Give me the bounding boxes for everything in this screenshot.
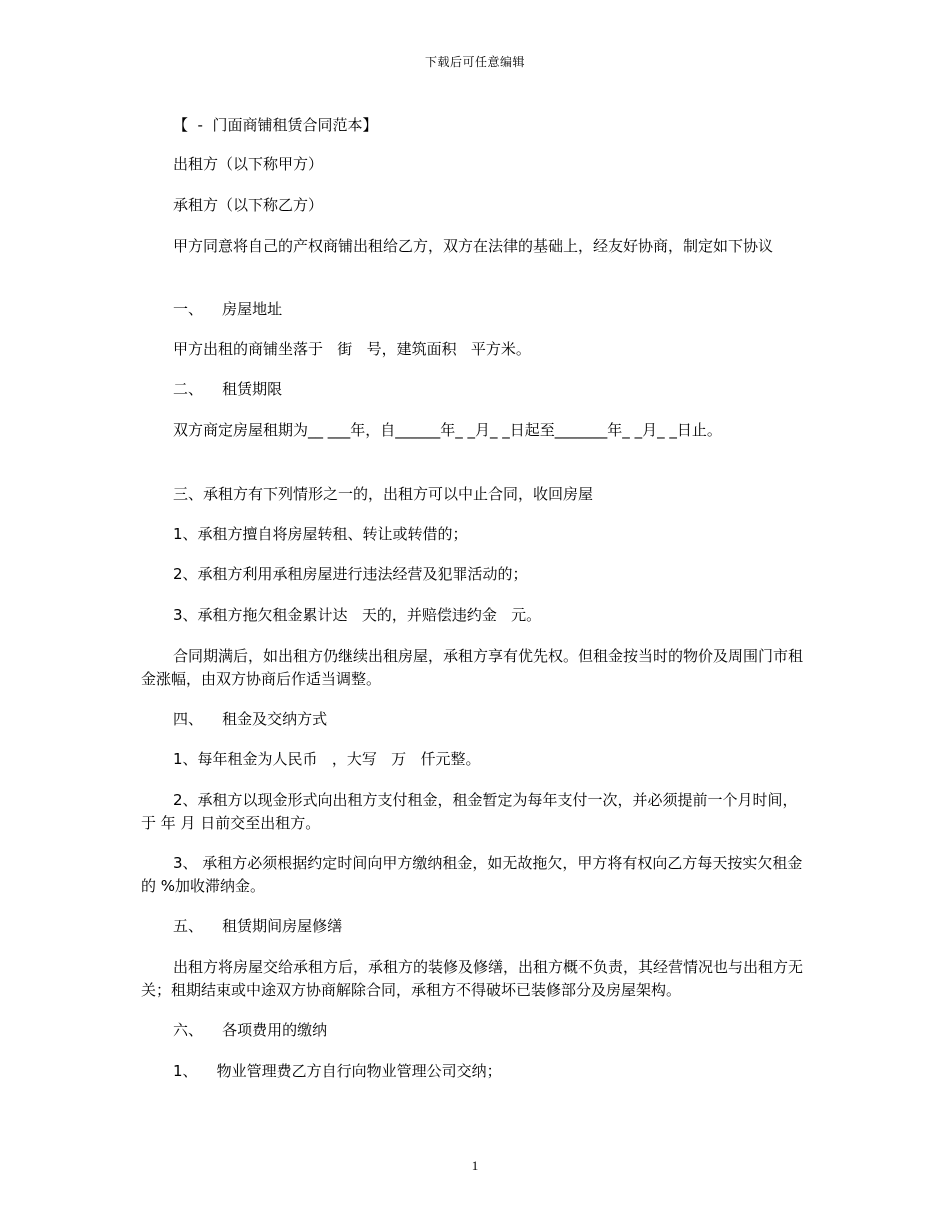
paragraph-lessor: 出租方（以下称甲方） — [173, 155, 324, 173]
contract-title: 【 - 门面商铺租赁合同范本】 — [173, 116, 378, 134]
list-item-4-1: 1、每年租金为人民币 ，大写 万 仟元整。 — [173, 750, 481, 768]
page-number: 1 — [471, 1158, 479, 1173]
paragraph-address: 甲方出租的商铺坐落于 街 号，建筑面积 平方米。 — [173, 340, 531, 358]
paragraph-term: 双方商定房屋租期为__ ___年，自______年_ _月_ _日起至_______年_ _月_ _日止。 — [173, 421, 722, 439]
section-heading-6: 六、 各项费用的缴纳 — [173, 1021, 328, 1039]
paragraph-renewal: 合同期满后，如出租方仍继续出租房屋，承租方享有优先权。但租金按当时的物价及周围门市租金涨幅，由双方协商后作适当调整。 — [141, 647, 804, 688]
list-item-4-2: 2、承租方以现金形式向出租方支付租金，租金暂定为每年支付一次，并必须提前一个月时间，于 年 月 日前交至出租方。 — [141, 791, 798, 832]
page-header: 下载后可任意编辑 — [424, 55, 525, 69]
section-heading-5: 五、 租赁期间房屋修缮 — [173, 917, 343, 935]
section-heading-4: 四、 租金及交纳方式 — [173, 710, 328, 728]
list-item-4-3: 3、 承租方必须根据约定时间向甲方缴纳租金，如无故拖欠，甲方将有权向乙方每天按实欠租金的 %加收滞纳金。 — [141, 854, 803, 895]
paragraph-lessee: 承租方（以下称乙方） — [173, 196, 324, 214]
paragraph-agreement: 甲方同意将自己的产权商铺出租给乙方，双方在法律的基础上，经友好协商，制定如下协议 — [173, 237, 774, 255]
section-heading-3: 三、承租方有下列情形之一的，出租方可以中止合同，收回房屋 — [173, 485, 594, 503]
section-heading-2: 二、 租赁期限 — [173, 380, 283, 398]
list-item-6-1: 1、 物业管理费乙方自行向物业管理公司交纳； — [173, 1062, 502, 1080]
paragraph-repairs: 出租方将房屋交给承租方后，承租方的装修及修缮，出租方概不负责，其经营情况也与出租方无关；租期结束或中途双方协商解除合同，承租方不得破坏已装修部分及房屋架构。 — [141, 958, 804, 999]
list-item-3-2: 2、承租方利用承租房屋进行违法经营及犯罪活动的； — [173, 565, 528, 583]
section-heading-1: 一、 房屋地址 — [173, 300, 283, 318]
list-item-3-1: 1、承租方擅自将房屋转租、转让或转借的； — [173, 525, 468, 543]
list-item-3-3: 3、承租方拖欠租金累计达 天的，并赔偿违约金 元。 — [173, 606, 542, 624]
